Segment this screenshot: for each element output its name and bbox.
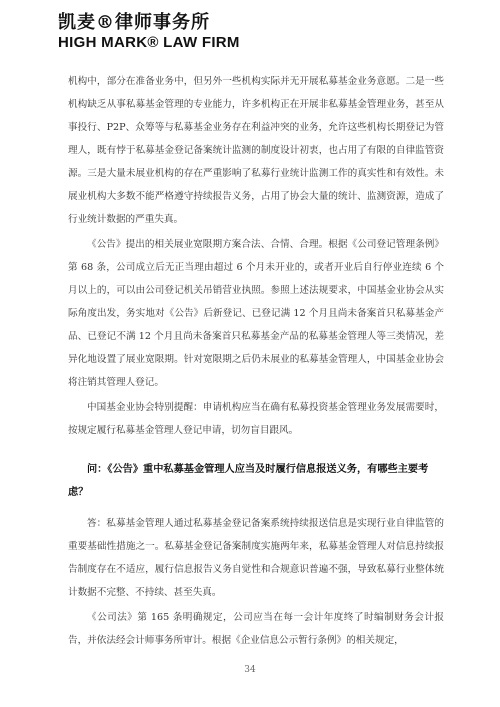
- answer-paragraph: 答：私募基金管理人通过私募基金登记备案系统持续报送信息是实现行业自律监管的重要基础性措施之一。私募基金登记备案制度实施两年来，私募基金管理人对信息持续报告制度存在不适应，履行信息报告义务自觉性和合规意识普遍不强，导致私募行业整体统计数据不完整、不持续、甚至失真。: [68, 518, 444, 598]
- answer-paragraph-continued: 《公司法》第 165 条明确规定，公司应当在每一会计年度终了时编制财务会计报告，并依法经会计师事务所审计。根据《企业信息公示暂行条例》的相关规定，: [68, 612, 444, 646]
- question-heading: 问：《公告》重中私募基金管理人应当及时履行信息报送义务，有哪些主要考虑？: [68, 463, 429, 498]
- logo-chinese-name: 凯麦®律师事务所: [58, 12, 210, 33]
- paragraph-continued: 机构中，部分在准备业务中，但另外一些机构实际并无开展私募基金业务意愿。二是一些机构缺乏从事私募基金管理的专业能力，许多机构正在开展非私募基金管理业务，甚至从事投行、P2P、众筹等与私募基金业务存在利益冲突的业务，允许这些机构长期登记为管理人，既有悖于私募基金登记备案统计监测的制度设计初衷，也占用了有限的自律监管资源。三是大量未展业机构的存在严重影响了私募行业统计监测工作的真实性和有效性。未展业机构大多数不能严格遵守持续报告义务，占用了协会大量的统计、监测资源，造成了行业统计数据的严重失真。: [68, 76, 444, 225]
- firm-logo: [58, 12, 240, 52]
- document-body: [68, 70, 444, 654]
- logo-english-name: HIGH MARK® LAW FIRM: [58, 34, 240, 51]
- paragraph-grace-period: 《公告》提出的相关展业宽限期方案合法、合情、合理。根据《公司登记管理条例》第 68 条，公司成立后无正当理由超过 6 个月未开业的，或者开业后自行停业连续 6 个月以上的，可以由公司登记机关吊销营业执照。参照上述法规要求，中国基金业协会从实际角度出发，务实地对《公告》后新登记、已登记满 12 个月且尚未备案首只私募基金产品、已登记不满 12 个月且尚未备案首只私募基金产品的私募基金管理人等三类情况，差异化地设置了展业宽限期。针对宽限期之后仍未展业的私募基金管理人，中国基金业协会将注销其管理人登记。: [68, 239, 444, 388]
- page-number: 34: [244, 665, 256, 675]
- paragraph-reminder: 中国基金业协会特别提醒：申请机构应当在确有私募投资基金管理业务发展需要时，按规定履行私募基金管理人登记申请，切勿盲目跟风。: [68, 402, 444, 436]
